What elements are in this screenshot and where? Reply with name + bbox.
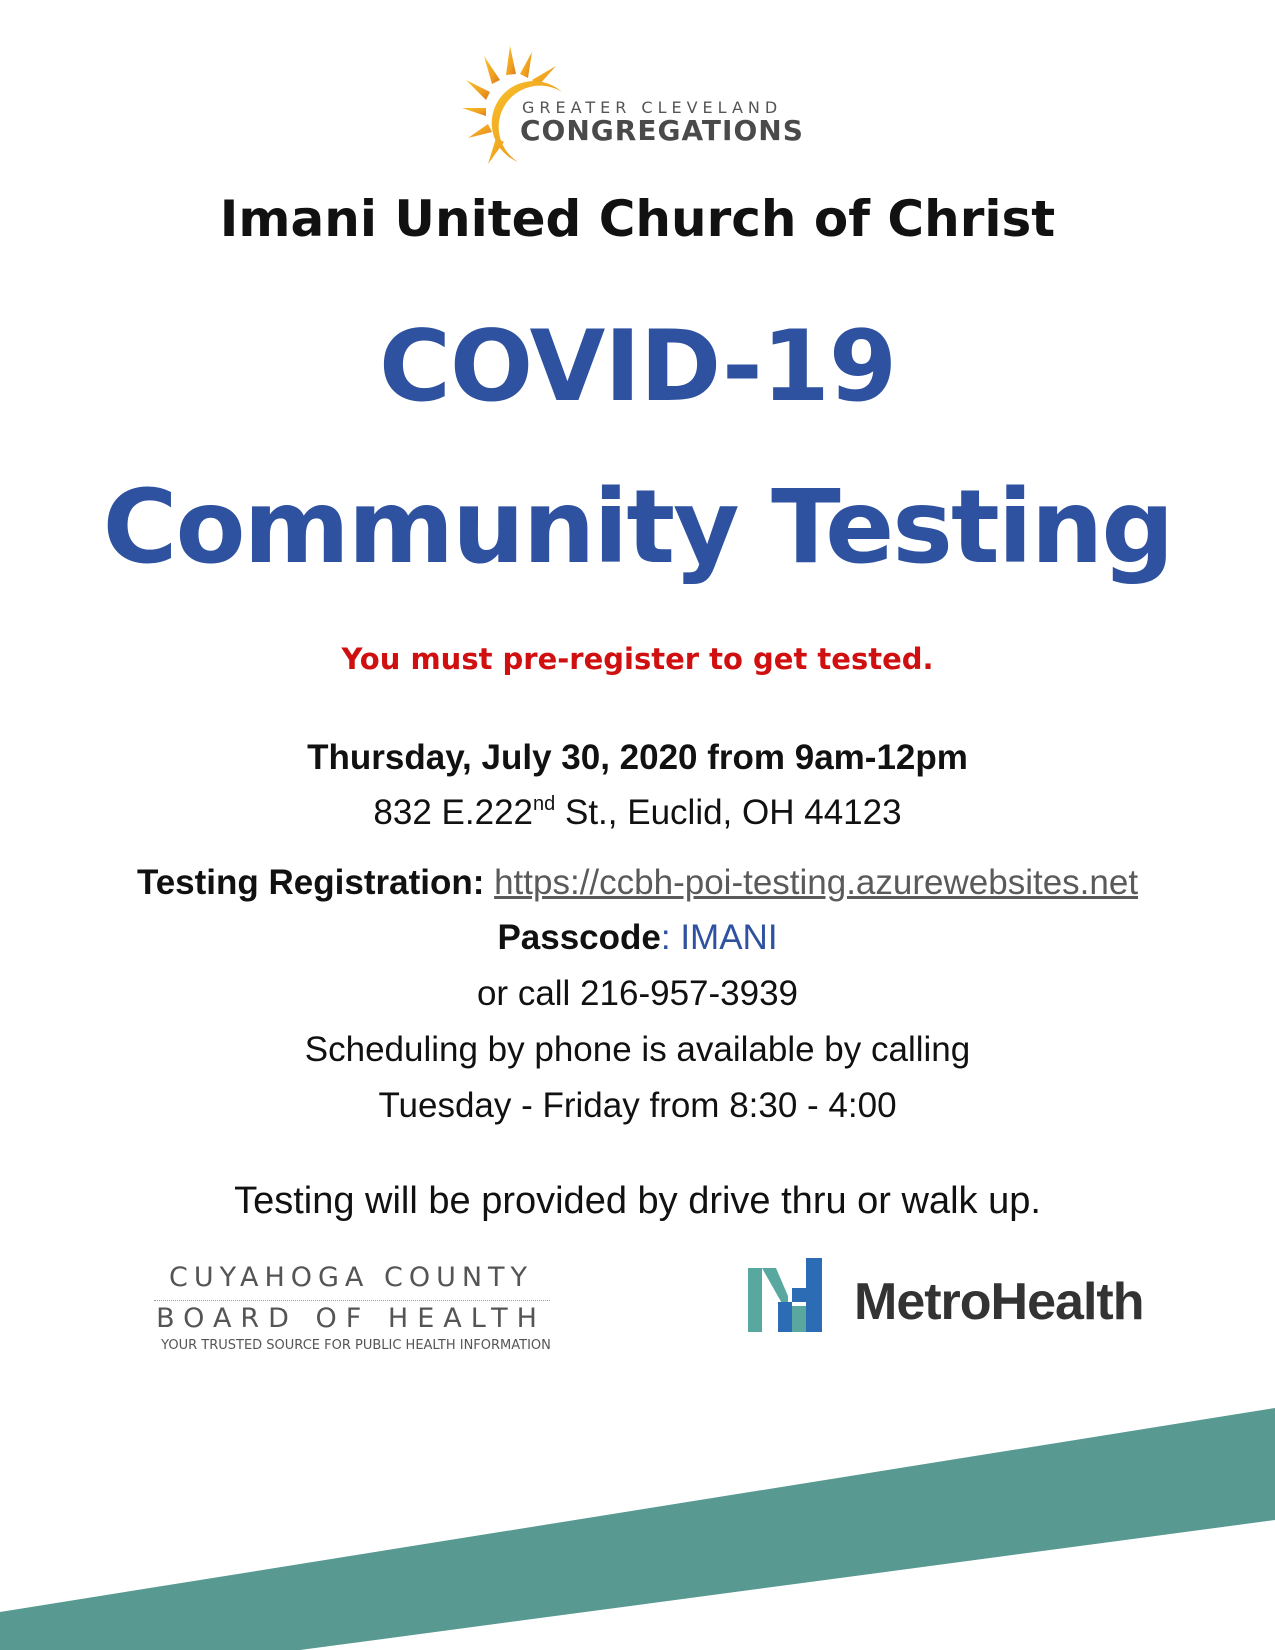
passcode-label: Passcode [497,918,661,957]
cuyahoga-board-of-health-logo [146,1262,566,1352]
ccbh-line-1: CUYAHOGA COUNTY [168,1262,534,1293]
event-date-time: Thursday, July 30, 2020 from 9am-12pm [307,738,968,777]
address-suffix: St., Euclid, OH 44123 [555,793,902,832]
schedule-line-2: Tuesday - Friday from 8:30 - 4:00 [378,1086,897,1125]
greater-cleveland-congregations-logo [462,44,812,172]
preregister-notice: You must pre-register to get tested. [341,642,934,676]
ccbh-tagline: YOUR TRUSTED SOURCE FOR PUBLIC HEALTH INFORMATION [161,1338,551,1353]
schedule-line-1: Scheduling by phone is available by calling [304,1030,971,1069]
testing-mode-text: Testing will be provided by drive thru or walk up. [234,1180,1041,1222]
event-address [0,793,1275,833]
metrohealth-name: MetroHealth [854,1273,1144,1331]
title-line-1: COVID-19 [378,310,897,424]
church-name: Imani United Church of Christ [219,190,1056,248]
call-phone-line: or call 216-957-3939 [476,974,799,1013]
registration-label: Testing Registration: [136,863,485,902]
metrohealth-mh-icon [748,1258,828,1338]
metrohealth-logo [748,1258,1148,1338]
registration-link[interactable]: https://ccbh-poi-testing.azurewebsites.net [494,863,1139,902]
address-ordinal: nd [533,793,556,815]
logo-bottom-text: CONGREGATIONS [520,114,804,147]
ccbh-line-2: BOARD OF HEALTH [156,1303,546,1334]
passcode-value: : IMANI [660,918,778,957]
passcode-line [0,918,1275,958]
title-line-2: Community Testing [102,468,1173,587]
registration-line [0,863,1275,903]
address-prefix: 832 E.222 [373,793,534,832]
logo-top-text: GREATER CLEVELAND [522,98,783,117]
ccbh-divider [154,1300,550,1301]
